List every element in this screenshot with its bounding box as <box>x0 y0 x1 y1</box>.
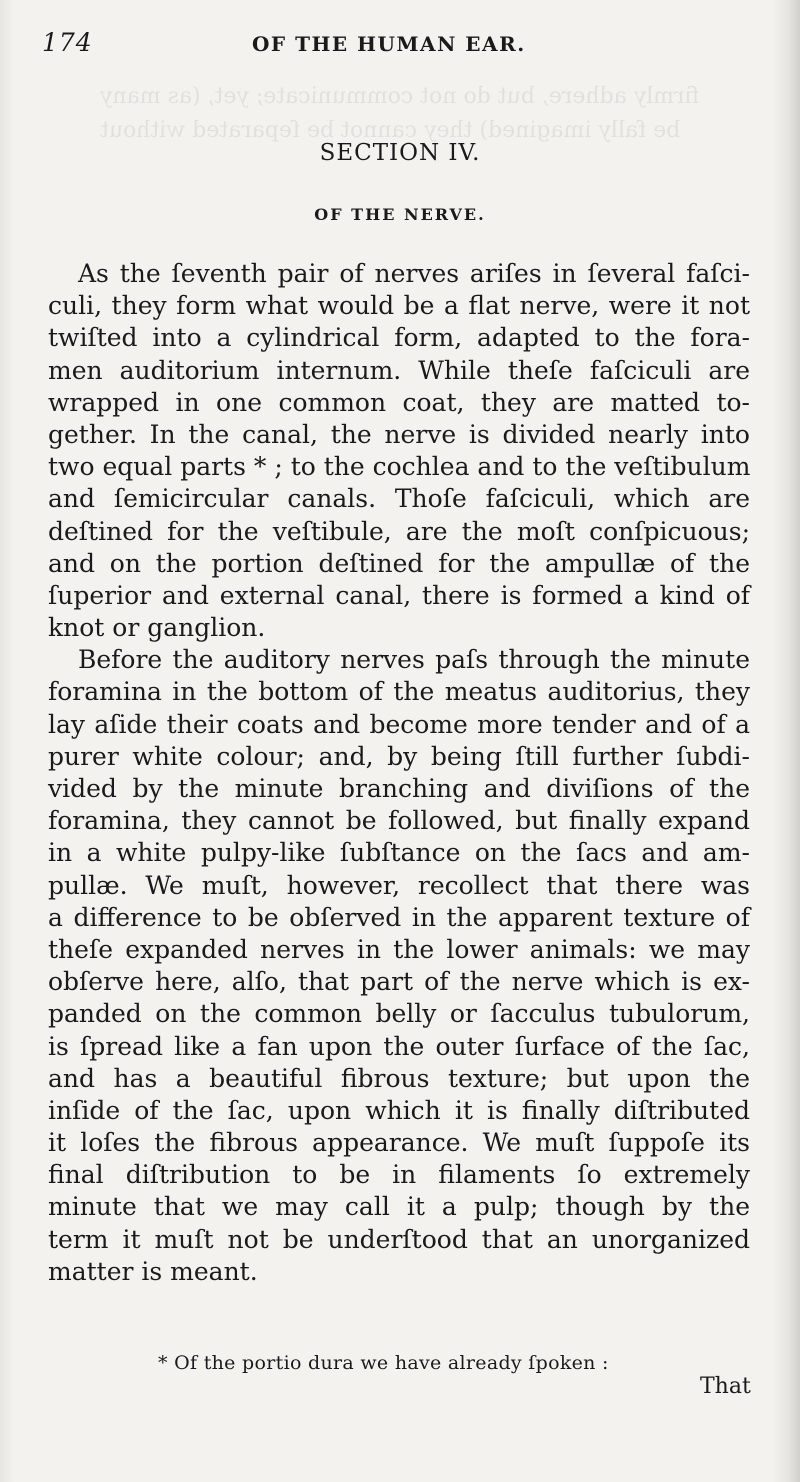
text-line: gether. In the canal, the nerve is divided nearly into <box>48 419 750 449</box>
section-subtitle: OF THE NERVE. <box>314 205 486 224</box>
text-line: deſtined for the veſtibule, are the moſt conſpicuous; <box>48 516 750 546</box>
text-line: obſerve here, alſo, that part of the nerve which is ex- <box>48 967 750 997</box>
text-line: two equal parts * ; to the cochlea and to the veſtibulum <box>48 452 751 482</box>
body-text <box>48 258 750 1288</box>
text-line: culi, they form what would be a flat nerve, were it not <box>48 291 750 321</box>
text-line: lay aſide their coats and become more tender and of a <box>48 709 750 739</box>
text-line: foramina in the bottom of the meatus auditorius, they <box>48 677 750 707</box>
text-line: inſide of the ſac, upon which it is finally diſtributed <box>48 1095 750 1125</box>
text-line: term it muſt not be underſtood that an unorganized <box>48 1224 750 1254</box>
text-line: men auditorium internum. While theſe faſciculi are <box>48 355 750 385</box>
text-line: vided by the minute branching and diviſions of the <box>48 774 750 803</box>
text-line: it loſes the fibrous appearance. We muſt ſuppoſe its <box>48 1128 750 1158</box>
text-line: and has a beautiful fibrous texture; but upon the <box>48 1063 750 1093</box>
text-line: theſe expanded nerves in the lower animals: we may <box>48 934 750 964</box>
text-line: knot or ganglion. <box>48 613 266 643</box>
page-number: 174 <box>42 28 93 57</box>
running-title: OF THE HUMAN EAR. <box>252 32 526 56</box>
text-line: ſuperior and external canal, there is formed a kind of <box>48 580 750 610</box>
catchword: That <box>700 1374 751 1399</box>
text-line: a difference to be obſerved in the apparent texture of <box>48 902 750 932</box>
bleed-through-text: be fally imagined) they cannot be ſeparated without <box>100 118 681 143</box>
text-line: and ſemicircular canals. Thoſe faſciculi, which are <box>48 484 750 514</box>
bleed-through-text: firmly adhere, but do not communicate; yet, (as many <box>100 84 700 109</box>
text-line: in a white pulpy-like ſubſtance on the ſacs and am- <box>48 838 750 868</box>
running-head <box>42 28 758 64</box>
text-line: is ſpread like a fan upon the outer ſurface of the ſac, <box>48 1031 750 1061</box>
text-line: As the ſeventh pair of nerves ariſes in ſeveral faſci- <box>78 259 750 288</box>
text-line: wrapped in one common coat, they are matted to- <box>48 387 750 417</box>
text-line: purer white colour; and, by being ſtill further ſubdi- <box>48 741 750 771</box>
section-title: SECTION IV. <box>319 140 481 166</box>
text-line: and on the portion deſtined for the ampullæ of the <box>48 548 750 578</box>
text-line: final diſtribution to be in filaments ſo extremely <box>48 1160 750 1190</box>
text-line: Before the auditory nerves paſs through the minute <box>78 645 750 675</box>
text-line: panded on the common belly or ſacculus tubulorum, <box>48 999 750 1029</box>
text-line: matter is meant. <box>48 1256 258 1286</box>
text-line: minute that we may call it a pulp; though by the <box>48 1192 750 1222</box>
text-line: pullæ. We muſt, however, recollect that there was <box>48 870 750 900</box>
footnote: * Of the portio dura we have already ſpoken : <box>158 1352 609 1374</box>
text-line: twiſted into a cylindrical form, adapted to the fora- <box>48 323 750 353</box>
text-line: foramina, they cannot be followed, but finally expand <box>48 806 750 836</box>
